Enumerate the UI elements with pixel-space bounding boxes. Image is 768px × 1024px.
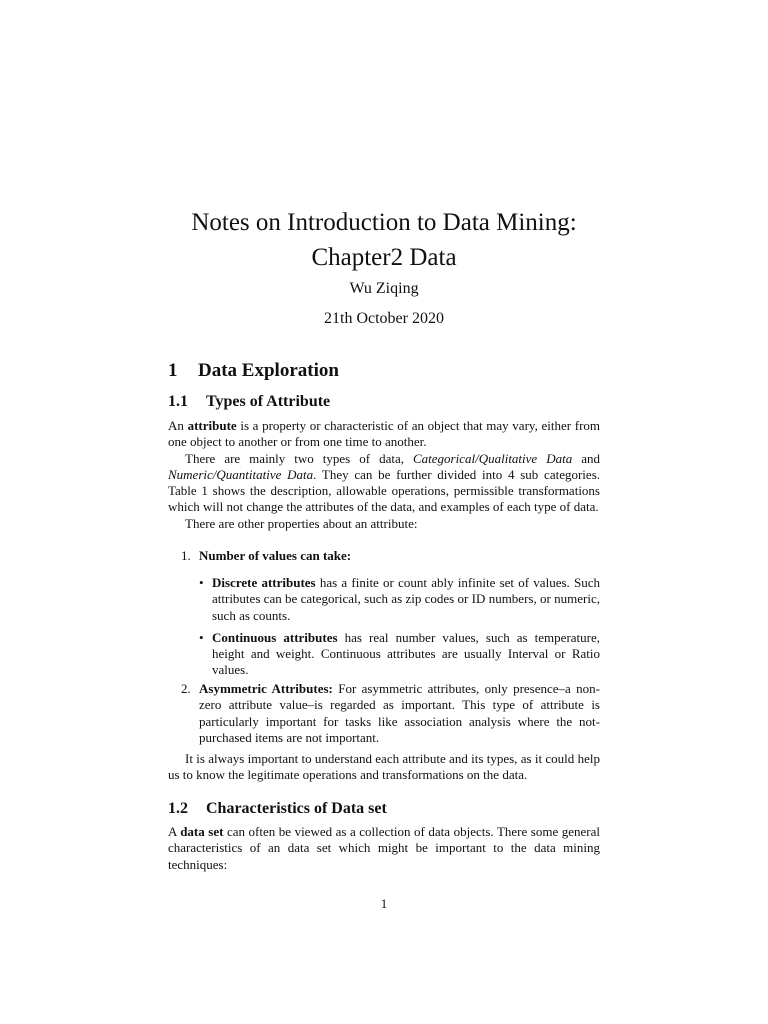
paragraph: It is always important to understand each attribute and its types, as it could help us to know the legitimate operations and transformations on the data.: [168, 751, 600, 783]
title-line-2: Chapter2 Data: [311, 244, 457, 271]
term-italic: Categorical/Qualitative Data: [412, 450, 573, 466]
title-line-1: Notes on Introduction to Data Mining:: [191, 209, 577, 236]
section-number: 1: [168, 360, 178, 381]
bullet-list: [199, 575, 601, 685]
list-item-heading: Number of values can take:: [199, 548, 352, 563]
bullet-icon: •: [199, 629, 204, 645]
list-item-heading: Asymmetric Attributes:: [199, 681, 333, 696]
body-text-block: [168, 824, 600, 873]
document-title: [0, 205, 768, 275]
enumerated-list: 1. Number of values can take: • Discrete attributes has a finite or count ably infinite set of values. Such attributes can be categorical, such as zip codes or ID numbers, or numeric, such as counts. • Continuous attributes has real number values, such as temperature, height and weight. Continuous attributes are usually Interval or Ratio values. 2. Asymmetric Attributes: For asymmetric attributes, only presence–a non-zero attribute value–is regarded as important. This type of attribute is particularly important for tasks like association analysis where the not-purchased items are not important.: [181, 548, 601, 745]
list-item-number: 2.: [181, 681, 191, 696]
section-title: Data Exploration: [198, 360, 339, 381]
list-item: • Discrete attributes has a finite or count ably infinite set of values. Such attributes can be categorical, such as zip codes or ID numbers, or numeric, such as counts.: [199, 575, 600, 623]
body-text-block: [168, 418, 600, 532]
term-bold: attribute: [187, 418, 237, 433]
subsection-heading: [168, 393, 330, 411]
term-bold: data set: [180, 824, 224, 839]
author: Wu Ziqing: [349, 280, 419, 297]
date: 21th October 2020: [324, 310, 444, 327]
paragraph: A data set can often be viewed as a collection of data objects. There some general characteristics of an data set which might be important to the data mining techniques:: [168, 824, 601, 872]
subsection-heading: [168, 800, 387, 818]
section-heading: [168, 360, 339, 382]
body-text-block: [168, 751, 600, 784]
paragraph: There are mainly two types of data, Categorical/Qualitative Data and Numeric/Quantitative Data. They can be further divided into 4 sub categories. Table 1 shows the description, allowable operations, permissible transformations which will not change the attributes of the data, and examples of each type of data.: [168, 450, 600, 515]
list-item: • Continuous attributes has real number values, such as temperature, height and weight. Continuous attributes are usually Interval or Ratio values.: [199, 629, 601, 678]
bullet-icon: •: [199, 575, 204, 590]
term-italic: Numeric/Quantitative Data: [168, 466, 314, 482]
subsection-title: Characteristics of Data set: [206, 800, 387, 817]
subsection-number: 1.2: [168, 800, 188, 817]
list-item-number: 1.: [181, 548, 191, 563]
subsection-number: 1.1: [168, 393, 188, 410]
subsection-title: Types of Attribute: [206, 393, 331, 410]
paragraph: An attribute is a property or characteristic of an object that may vary, either from one object to another or from one time to another.: [168, 418, 601, 450]
page-number: 1: [380, 896, 388, 911]
paragraph: There are other properties about an attribute:: [185, 515, 418, 531]
